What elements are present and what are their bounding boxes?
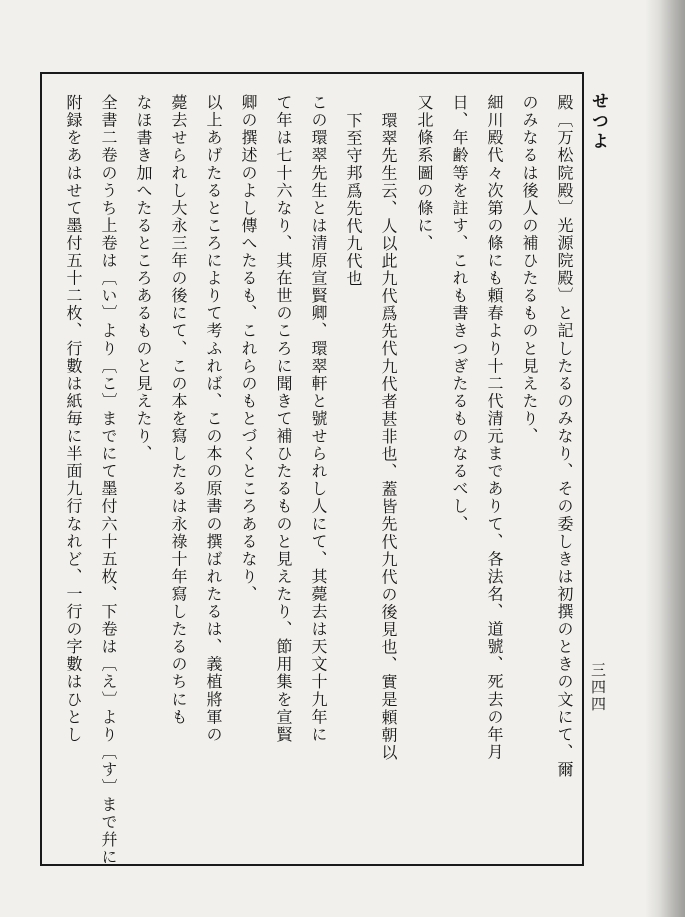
text-line-11: 以上あげたるところによりて考ふれば、この本の原書の撰ばれたるは、義植將軍の (204, 94, 223, 744)
text-line-12: 薨去せられし大永三年の後にて、この本を寫したるは永祿十年寫したるのちにも (169, 94, 188, 726)
text-line-9: て年は七十六なり、其在世のころに聞きて補ひたるものと見えたり、節用集を宣賢 (274, 94, 293, 744)
text-line-13: なほ書き加へたるところあるものと見えたり、 (134, 94, 153, 463)
binding-shadow (645, 0, 685, 917)
text-line-4: 日、年齢等を註す、これも書きつぎたるものなるべし、 (450, 94, 469, 533)
text-line-14: 全書二卷のうち上卷は〔い〕より〔こ〕までにて墨付六十五枚、下卷は〔え〕より〔す〕まで幷に (99, 94, 118, 867)
text-line-2: のみなるは後人の補ひたるものと見えたり、 (520, 94, 539, 445)
text-line-8: この環翠先生とは清原宣賢卿、環翠軒と號せられし人にて、其薨去は天文十九年に (309, 94, 328, 744)
text-line-5: 又北條系圖の條に、 (415, 94, 434, 252)
text-line-6: 環翠先生云、人以此九代爲先代九代者甚非也、蓋皆先代九代の後見也、實是頼朝以 (379, 112, 398, 762)
running-title: せつよ (588, 92, 608, 152)
text-line-1: 殿〔万松院殿〕光源院殿〕と記したるのみなり、その委しきは初撰のときの文にて、爾 (555, 94, 574, 779)
page-number: 三四四 (589, 662, 607, 713)
text-line-10: 卿の撰述のよし傳へたるも、これらのもとづくところあるなり、 (239, 94, 258, 603)
text-line-15: 附録をあはせて墨付五十二枚、行數は紙毎に半面九行なれど、一行の字數はひとし (64, 94, 83, 744)
text-line-3: 細川殿代々次第の條にも頼春より十二代清元までありて、各法名、道號、死去の年月 (485, 94, 504, 761)
text-line-7: 下至守邦爲先代九代也 (344, 112, 363, 288)
text-frame (40, 72, 584, 866)
